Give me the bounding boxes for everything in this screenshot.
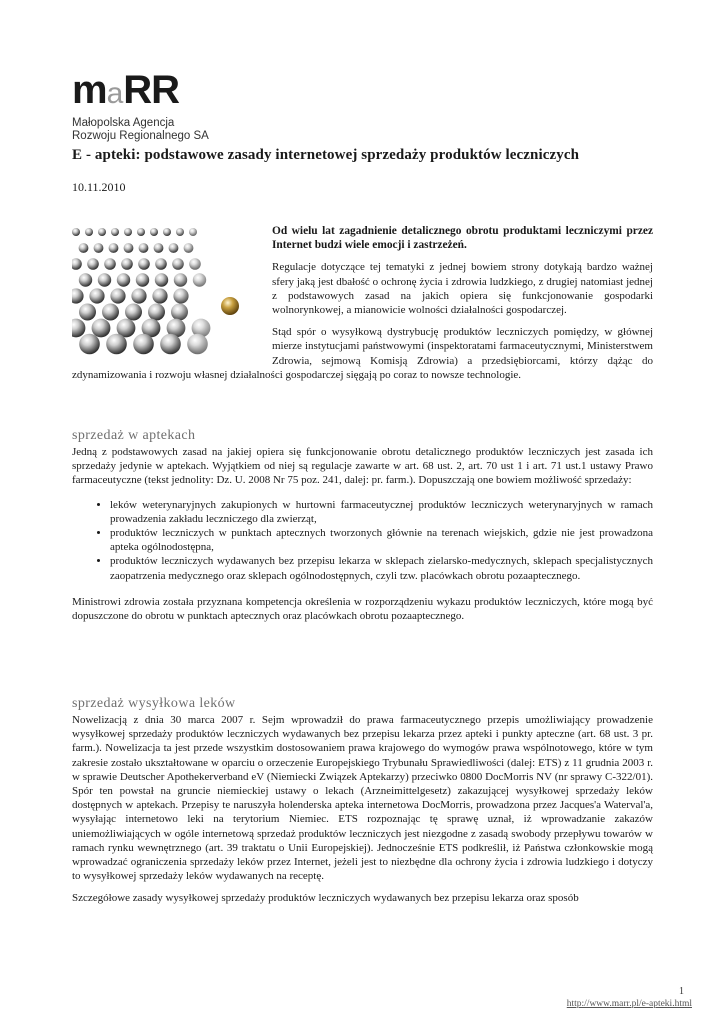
logo-wordmark: maRR — [72, 68, 180, 112]
page-number: 1 — [679, 986, 684, 997]
intro-paragraph-1: Regulacje dotyczące tej tematyki z jednej bowiem strony dotykają bardzo ważnej sfery jaką jest dbałość o ochronę życia i zdrowia ludzkiego, z drugiej natomiast jednej z podstawowych zasad na jakich opiera się funkcjonowanie gospodarki wolnorynkowej, a mianowicie wolności działalności gospodarczej. — [272, 261, 653, 317]
logo-subtitle — [72, 117, 272, 143]
section-paragraph: Jedną z podstawowych zasad na jakiej opiera się funkcjonowanie obrotu detalicznego produktów leczniczych jest zasada ich sprzedaży jedynie w aptekach. Wyjątkiem od niej są regulacje zawarte w art. 68 ust. 2, art. 70 ust 1 i art. 71 ust.1 ustawy Prawo farmaceutyczne (tekst jednolity: Dz. U. 2008 Nr 75 poz. 241, dalej: pr. farm.). Dopuszczają one bowiem możliwość sprzedaży: — [72, 446, 653, 487]
section-mail-order — [72, 696, 653, 914]
list-item: • produktów leczniczych w punktach aptecznych tworzonych głównie na terenach wiejskich, gdzie nie jest prowadzona apteka ogólnodostępna, — [110, 526, 653, 554]
article-title: E - apteki: podstawowe zasady internetowej sprzedaży produktów leczniczych — [72, 147, 580, 163]
article-intro — [72, 224, 653, 390]
logo-line-1: Małopolska Agencja — [72, 117, 175, 129]
footer-url-link[interactable]: http://www.marr.pl/e-apteki.html — [566, 999, 692, 1009]
section-paragraph: Szczegółowe zasady wysyłkowej sprzedaży produktów leczniczych wydawanych bez przepisu lekarza oraz sposób — [72, 892, 579, 905]
section-pharmacy-sales — [72, 428, 653, 631]
article-date: 10.11.2010 — [72, 180, 126, 194]
article-lead: Od wielu lat zagadnienie detalicznego obrotu produktami leczniczymi przez Internet budzi wiele emocji i zastrzeżeń. — [272, 225, 653, 252]
section-heading: sprzedaż w aptekach — [72, 428, 196, 443]
section-heading: sprzedaż wysyłkowa leków — [72, 696, 236, 711]
section-paragraph: Ministrowi zdrowia została przyznana kompetencja określenia w rozporządzeniu wykazu produktów leczniczych, które mogą być dopuszczone do obrotu w punktach aptecznych oraz placówkach obrotu pozaaptecznego. — [72, 595, 653, 623]
marr-logo[interactable] — [72, 70, 272, 143]
list-item: • produktów leczniczych wydawanych bez przepisu lekarza w sklepach zielarsko-medycznych, sklepach specjalistycznych zaopatrzenia medycznego oraz sklepach ogólnodostępnych, czyli tzw. placówkach obrotu pozaaptecznego. — [110, 554, 653, 582]
intro-paragraph-2: Stąd spór o wysyłkową dystrybucję produktów leczniczych pomiędzy, w głównej mierze instytucjami państwowymi (inspektoratami farmaceutycznymi, Ministerstwem Zdrowia, sejmową Komisją Zdrowia) a przedsiębiorcami, którzy dążąc do zdynamizowania i rozwoju własnej działalności gospodarczej sięgają po coraz to nowsze technologie. — [72, 326, 653, 381]
list-item: • leków weterynaryjnych zakupionych w hurtowni farmaceutycznej produktów leczniczych weterynaryjnych w ramach prowadzenia zakładu leczniczego dla zwierząt, — [110, 498, 653, 526]
logo-line-2: Rozwoju Regionalnego SA — [72, 130, 209, 142]
section-paragraph: Nowelizacją z dnia 30 marca 2007 r. Sejm wprowadził do prawa farmaceutycznego przepis umożliwiający prowadzenie wysyłkowej sprzedaży produktów leczniczych wydawanych bez przepisu lekarza przez apteki i punkty apteczne (art. 68 ust. 3 pr. farm.). Nowelizacja ta jest przede wszystkim dostosowaniem prawa krajowego do wymogów prawa wspólnotowego, które w tym zakresie zostało ukształtowane w oparciu o orzeczenie Europejskiego Trybunału Sprawiedliwości (dalej: ETS) z 11 grudnia 2003 r. w sprawie Deutscher Apothekerverband eV (Niemiecki Związek Aptekarzy) przeciwko 0800 DocMorris NV (nr sprawy C-322/01). Spór ten powstał na gruncie niemieckiej ustawy o lekach (Arzneimittelgesetz) zakazującej wysyłkowej sprzedaży leków dostępnych w aptekach. Przepisy te naruszyła holenderska apteka internetowa DocMorris, prowadzona przez Jacques'a Waterval'a, wysyłając internetowo leki na terytorium Niemiec. ETS rozpoznając tę sprawę uznał, iż wprowadzanie zakazów uniemożliwiających w ogóle internetową sprzedaż produktów leczniczych jest niezgodne z zasadą swobody przepływu towarów w ramach rynku wewnętrznego (art. 39 traktatu o Unii Europejskiej). Jednocześnie ETS podkreślił, iż Państwa członkowskie mogą wprowadzać ograniczenia sprzedaży leków przez Internet, jeżeli jest to niezbędne dla ochrony życia i zdrowia ludzkiego i dotyczy to wysyłkowej sprzedaży leków wydawanych na receptę. — [72, 714, 653, 883]
exceptions-list — [72, 498, 653, 583]
